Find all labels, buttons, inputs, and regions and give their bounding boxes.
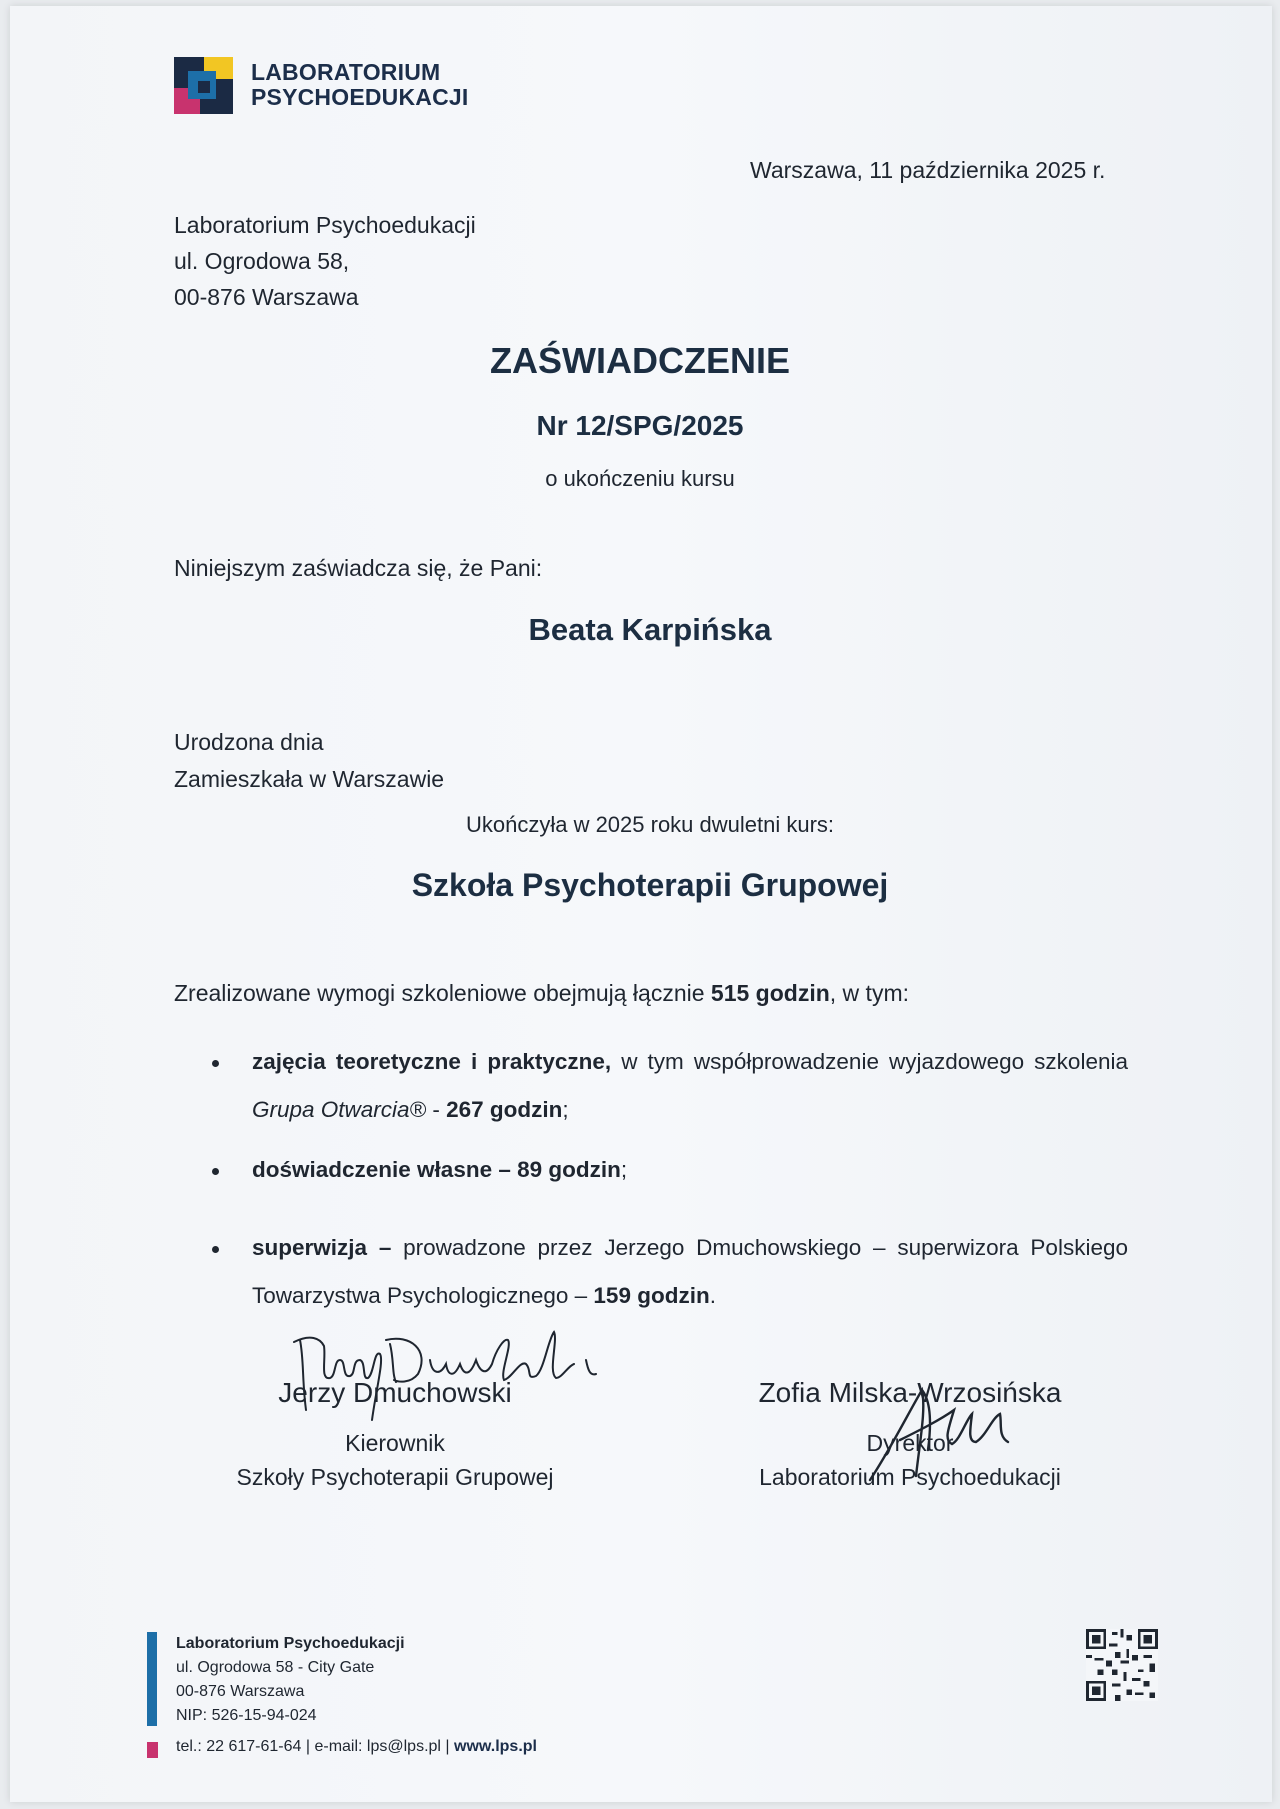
requirement-dash: - [426, 1097, 447, 1122]
signer-org-right: Laboratorium Psychoedukacji [759, 1464, 1061, 1490]
list-item [212, 1146, 1128, 1194]
requirements-total: 515 godzin [710, 980, 830, 1006]
requirements-suffix: , w tym: [829, 980, 910, 1006]
requirement-italic: Grupa Otwarcia® [252, 1097, 427, 1122]
requirement-bold: zajęcia teoretyczne i praktyczne, [252, 1049, 612, 1074]
signer-name-left: Jerzy Dmuchowski [278, 1377, 512, 1408]
logo-wordmark [251, 60, 469, 110]
list-item [212, 1038, 1128, 1134]
footer-accent-bar [147, 1632, 157, 1726]
signer-role-right: Dyrektor [866, 1430, 954, 1456]
requirement-end: ; [562, 1097, 569, 1122]
signer-name-right: Zofia Milska-Wrzosińska [758, 1377, 1062, 1408]
footer-address [176, 1632, 405, 1728]
sender-street: ul. Ogrodowa 58, [174, 248, 350, 274]
requirement-hours: 159 godzin [593, 1283, 710, 1308]
handwritten-signature-right [860, 1380, 1040, 1490]
footer-website-link[interactable]: www.lps.pl [454, 1738, 537, 1755]
requirement-text: w tym współprowadzenie wyjazdowego szkolenia [611, 1049, 1128, 1074]
certificate-intro: Niniejszym zaświadcza się, że Pani: [174, 555, 543, 581]
requirement-end: ; [620, 1157, 628, 1182]
certificate-subtitle: o ukończeniu kursu [545, 466, 735, 491]
footer-contact [176, 1738, 537, 1756]
birth-date-line: Urodzona dnia [174, 729, 324, 755]
qr-code-icon[interactable] [1086, 1629, 1158, 1701]
residence-line: Zamieszkała w Warszawie [174, 766, 445, 792]
footer-marker-icon [147, 1742, 158, 1758]
laboratorium-logo-icon [174, 57, 233, 114]
footer-contact-text: tel.: 22 617-61-64 | e-mail: lps@lps.pl | [176, 1738, 455, 1755]
requirements-prefix: Zrealizowane wymogi szkoleniowe obejmują łącznie [174, 980, 711, 1006]
sender-name: Laboratorium Psychoedukacji [174, 212, 476, 238]
requirements-summary [174, 980, 909, 1007]
requirement-end: . [709, 1283, 716, 1308]
issue-date: Warszawa, 11 października 2025 r. [750, 157, 1106, 183]
sender-address [174, 207, 476, 315]
requirement-text: prowadzone przez Jerzego Dmuchowskiego – superwizora Polskiego Towarzystwa Psychologicznego – [252, 1235, 1128, 1308]
certificate-number: Nr 12/SPG/2025 [536, 410, 744, 441]
completion-statement: Ukończyła w 2025 roku dwuletni kurs: [465, 812, 835, 837]
requirement-hours: 267 godzin [446, 1097, 563, 1122]
footer-nip: NIP: 526-15-94-024 [176, 1707, 317, 1724]
footer-street: ul. Ogrodowa 58 - City Gate [176, 1659, 375, 1676]
course-name: Szkoła Psychoterapii Grupowej [411, 867, 889, 903]
logo-line-1: LABORATORIUM [251, 59, 441, 85]
signer-org-left: Szkoły Psychoterapii Grupowej [236, 1464, 554, 1490]
footer-org-name: Laboratorium Psychoedukacji [176, 1635, 405, 1652]
person-name: Beata Karpińska [528, 612, 772, 647]
logo-line-2: PSYCHOEDUKACJI [251, 84, 469, 110]
signer-role-left: Kierownik [345, 1430, 445, 1456]
requirement-bold: doświadczenie własne – 89 godzin [252, 1157, 621, 1182]
certificate-title: ZAŚWIADCZENIE [490, 340, 790, 381]
requirement-bold: superwizja – [252, 1235, 392, 1260]
requirements-list [212, 1038, 1128, 1332]
footer-city: 00-876 Warszawa [176, 1683, 305, 1700]
handwritten-signature-left [290, 1320, 610, 1440]
sender-city: 00-876 Warszawa [174, 284, 359, 310]
person-details [174, 724, 444, 798]
list-item [212, 1224, 1128, 1320]
